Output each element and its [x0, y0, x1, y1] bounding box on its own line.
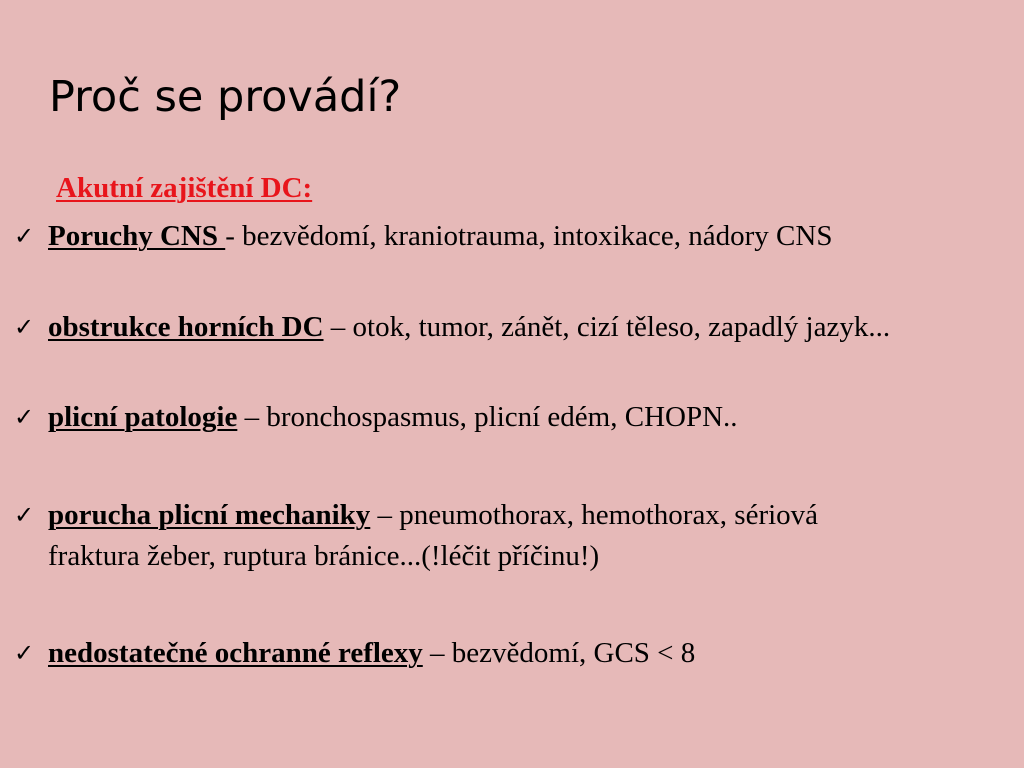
list-item-text: [48, 216, 908, 257]
slide-title: Proč se provádí?: [49, 72, 402, 122]
checkmark-icon: ✓: [14, 639, 35, 667]
list-item-description: – pneumothorax, hemothorax, sériová fraktura žeber, ruptura bránice...(!léčit příčinu!): [48, 499, 819, 572]
list-item-description: – otok, tumor, zánět, cizí těleso, zapadlý jazyk...: [323, 311, 891, 343]
list-item-text: [48, 307, 908, 348]
checkmark-icon: ✓: [14, 222, 35, 250]
list-item-text: [48, 495, 908, 577]
list-item-description: - bezvědomí, kraniotrauma, intoxikace, nádory CNS: [225, 220, 833, 252]
list-item-text: [48, 397, 908, 438]
list-item-term: plicní patologie: [48, 401, 238, 433]
slide-subtitle: Akutní zajištění DC:: [56, 172, 313, 204]
list-item-description: – bezvědomí, GCS < 8: [422, 637, 696, 669]
list-item-term: porucha plicní mechaniky: [48, 499, 371, 531]
list-item-term: Poruchy CNS: [48, 220, 226, 252]
checkmark-icon: ✓: [14, 501, 35, 529]
list-item-description: – bronchospasmus, plicní edém, CHOPN..: [237, 401, 738, 433]
checkmark-icon: ✓: [14, 403, 35, 431]
list-item-term: obstrukce horních DC: [48, 311, 324, 343]
list-item-text: [48, 633, 908, 674]
checkmark-icon: ✓: [14, 313, 35, 341]
list-item-term: nedostatečné ochranné reflexy: [48, 637, 423, 669]
